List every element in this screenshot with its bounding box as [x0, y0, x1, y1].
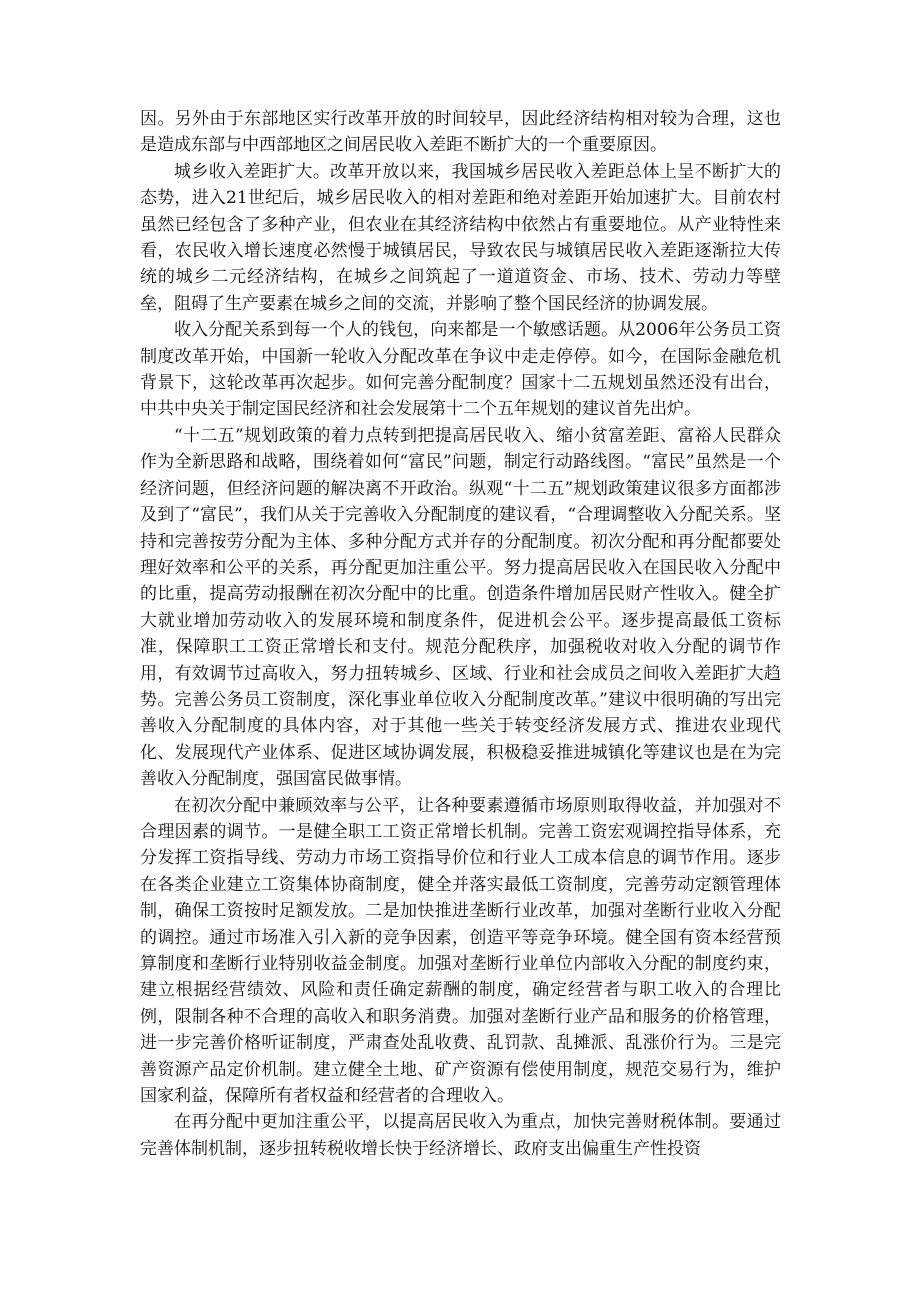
paragraph-redistribution: 在再分配中更加注重公平，以提高居民收入为重点，加快完善财税体制。要通过完善体制机制，逐步扭转税收增长快于经济增长、政府支出偏重生产性投资	[140, 1112, 781, 1159]
document-body	[140, 106, 781, 1162]
paragraph-initial-distribution: 在初次分配中兼顾效率与公平，让各种要素遵循市场原则取得收益，并加强对不合理因素的调节。一是健全职工工资正常增长机制。完善工资宏观调控指导体系，充分发挥工资指导线、劳动力市场工资指导价位和行业人工成本信息的调节作用。逐步在各类企业建立工资集体协商制度，健全并落实最低工资制度，完善劳动定额管理体制，确保工资按时足额发放。二是加快推进垄断行业改革，加强对垄断行业收入分配的调控。通过市场准入引入新的竞争因素，创造平等竞争环境。健全国有资本经营预算制度和垄断行业特别收益金制度。加强对垄断行业单位内部收入分配的制度约束，建立根据经营绩效、风险和责任确定薪酬的制度，确定经营者与职工收入的合理比例，限制各种不合理的高收入和职务消费。加强对垄断行业产品和服务的价格管理，进一步完善价格听证制度，严肃查处乱收费、乱罚款、乱摊派、乱涨价行为。三是完善资源产品定价机制。建立健全土地、矿产资源有偿使用制度，规范交易行为，维护国家利益，保障所有者权益和经营者的合理收入。	[140, 795, 781, 1107]
paragraph-income-distribution: 收入分配关系到每一个人的钱包，向来都是一个敏感话题。从2006年公务员工资制度改革开始，中国新一轮收入分配改革在争议中走走停停。如今，在国际金融危机背景下，这轮改革再次起步。如何完善分配制度？国家十二五规划虽然还没有出台，中共中央关于制定国民经济和社会发展第十二个五年规划的建议首先出炉。	[140, 320, 781, 420]
paragraph-urban-rural-gap: 城乡收入差距扩大。改革开放以来，我国城乡居民收入差距总体上呈不断扩大的态势，进入21世纪后，城乡居民收入的相对差距和绝对差距开始加速扩大。目前农村虽然已经包含了多种产业，但农业在其经济结构中依然占有重要地位。从产业特性来看，农民收入增长速度必然慢于城镇居民，导致农民与城镇居民收入差距逐渐拉大传统的城乡二元经济结构，在城乡之间筑起了一道道资金、市场、技术、劳动力等壁垒，阻碍了生产要素在城乡之间的交流，并影响了整个国民经济的协调发展。	[140, 161, 781, 314]
paragraph-continuation: 因。另外由于东部地区实行改革开放的时间较早，因此经济结构相对较为合理，这也是造成东部与中西部地区之间居民收入差距不断扩大的一个重要原因。	[140, 109, 781, 156]
paragraph-twelfth-five-year-plan: “十二五”规划政策的着力点转到把提高居民收入、缩小贫富差距、富裕人民群众作为全新思路和战略，围绕着如何“富民”问题，制定行动路线图。“富民”虽然是一个经济问题，但经济问题的解决离不开政治。纵观“十二五”规划政策建议很多方面都涉及到了“富民”，我们从关于完善收入分配制度的建议看，“合理调整收入分配关系。坚持和完善按劳分配为主体、多种分配方式并存的分配制度。初次分配和再分配都要处理好效率和公平的关系，再分配更加注重公平。努力提高居民收入在国民收入分配中的比重，提高劳动报酬在初次分配中的比重。创造条件增加居民财产性收入。健全扩大就业增加劳动收入的发展环境和制度条件，促进机会公平。逐步提高最低工资标准，保障职工工资正常增长和支付。规范分配秩序，加强税收对收入分配的调节作用，有效调节过高收入，努力扭转城乡、区域、行业和社会成员之间收入差距扩大趋势。完善公务员工资制度，深化事业单位收入分配制度改革。”建议中很明确的写出完善收入分配制度的具体内容，对于其他一些关于转变经济发展方式、推进农业现代化、发展现代产业体系、促进区域协调发展，积极稳妥推进城镇化等建议也是在为完善收入分配制度，强国富民做事情。	[140, 425, 781, 790]
